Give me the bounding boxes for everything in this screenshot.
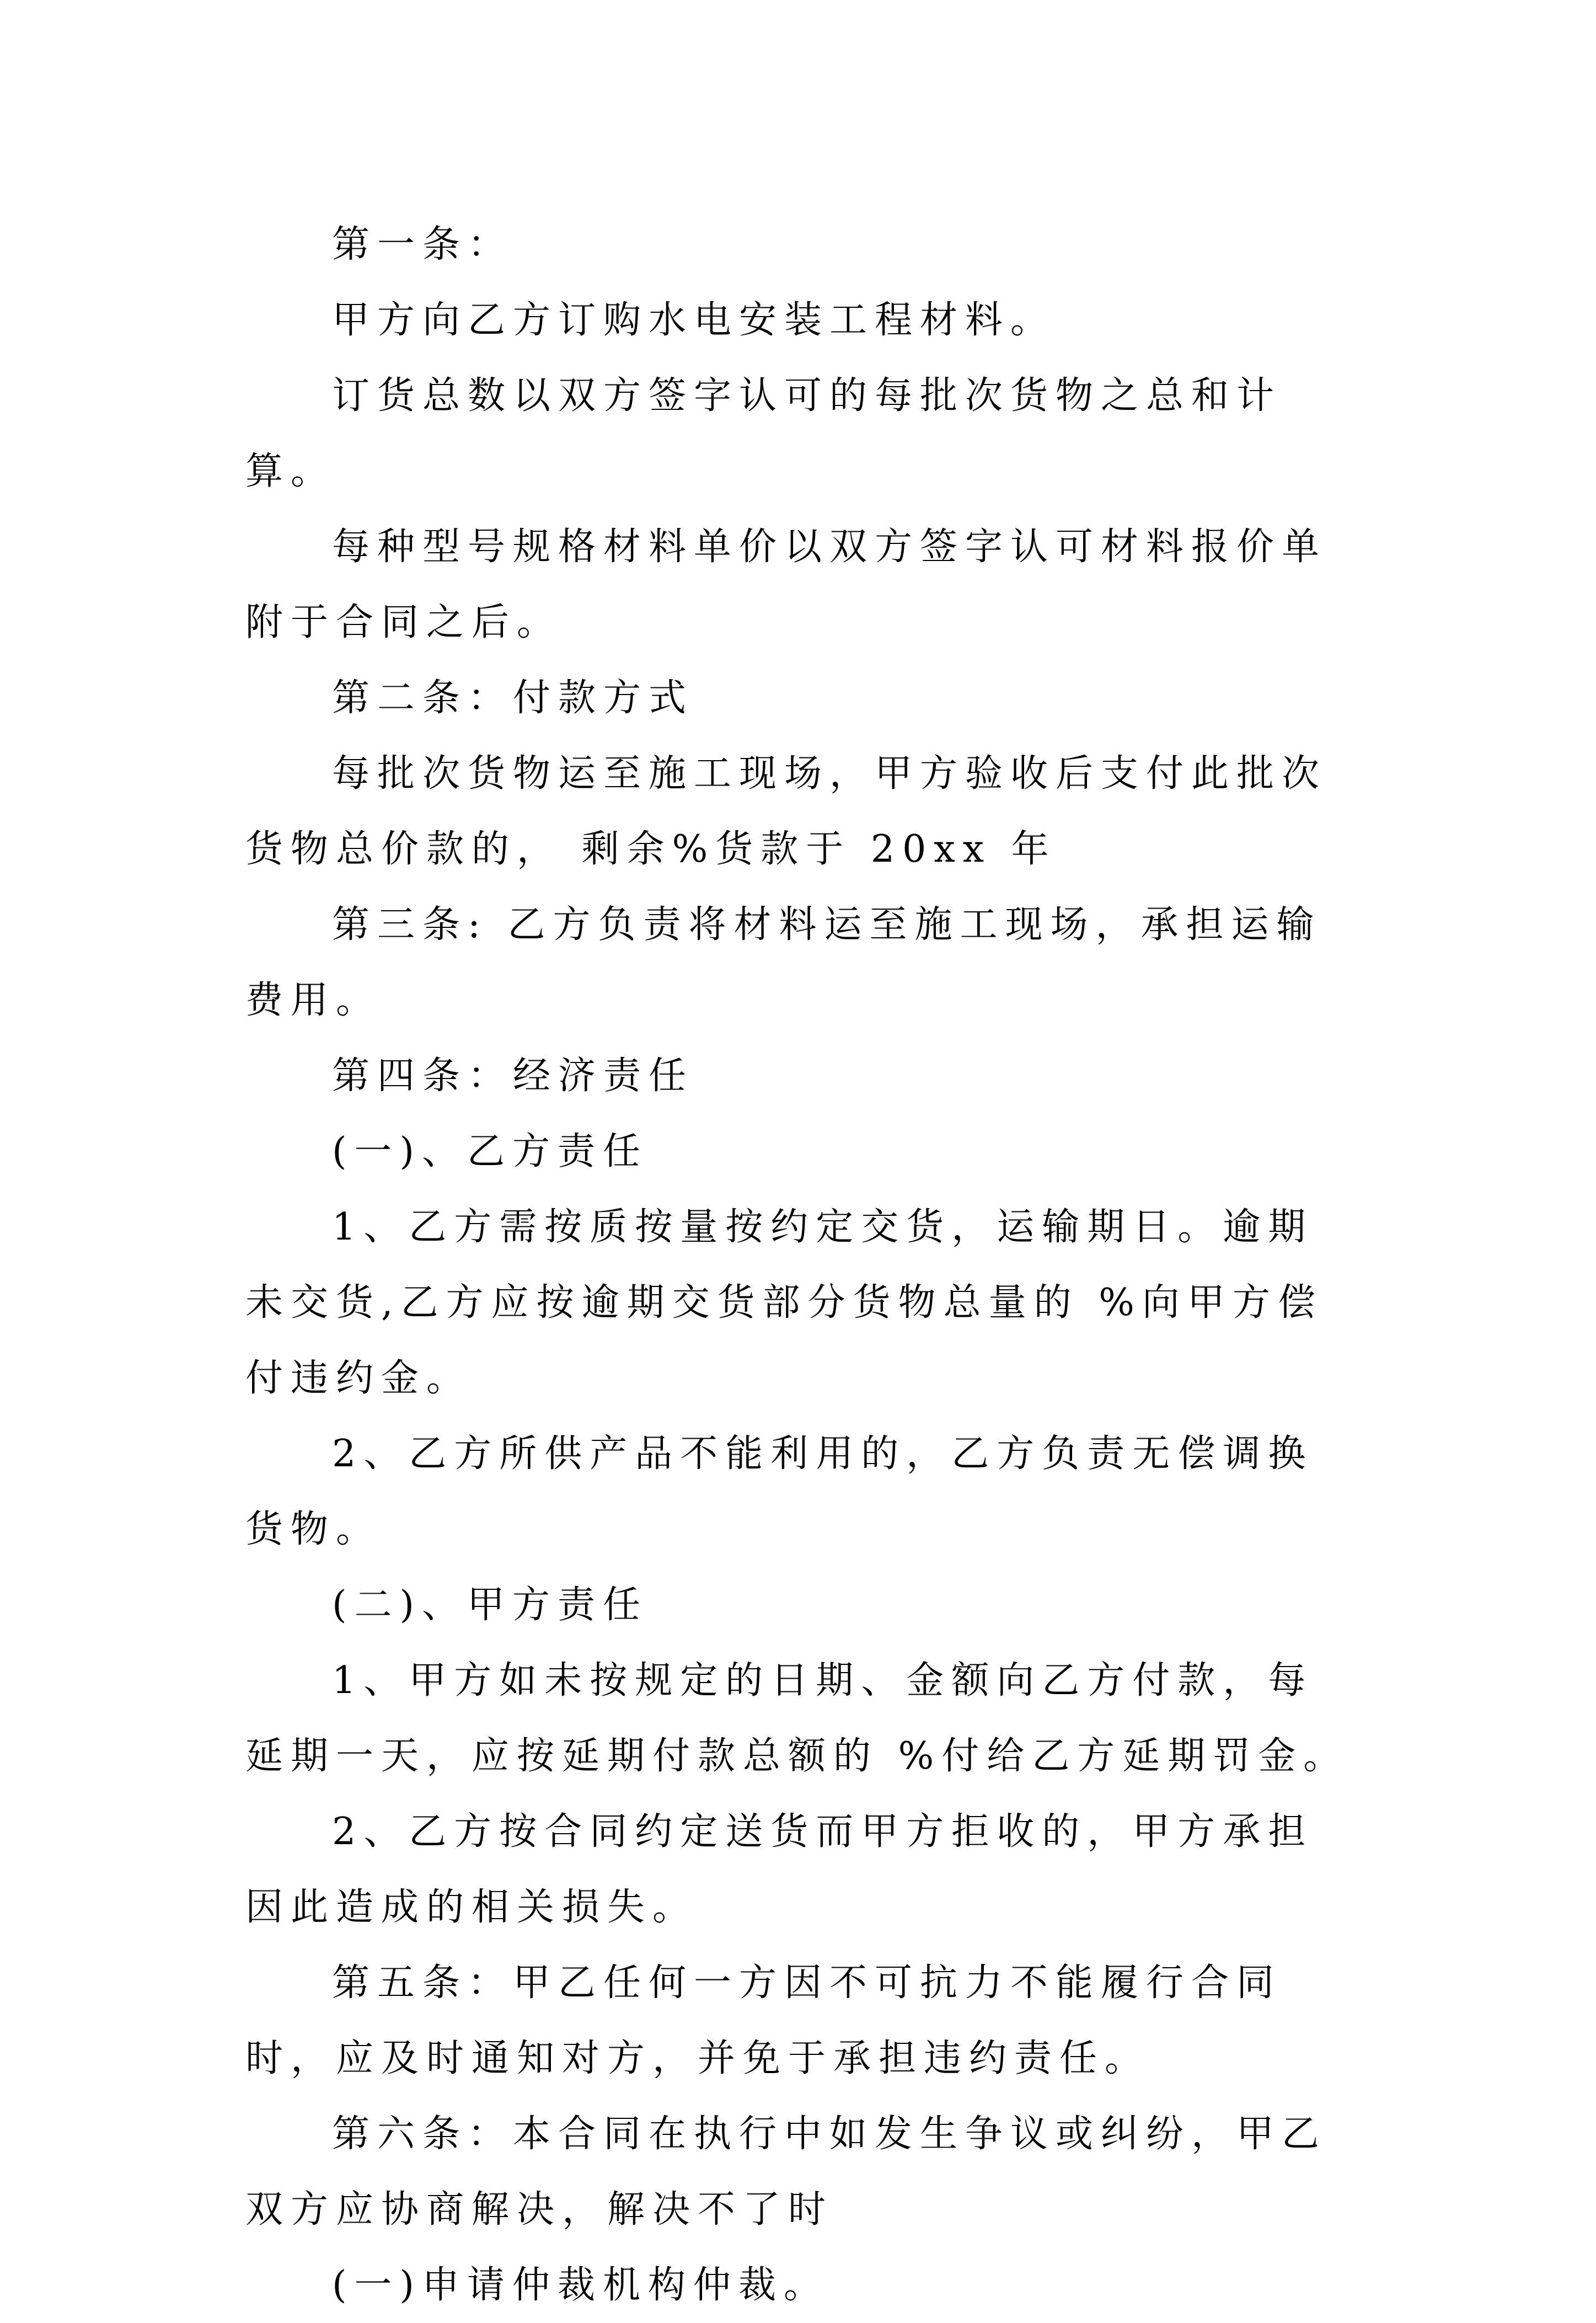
clause-6-paragraph: 第六条：本合同在执行中如发生争议或纠纷，甲乙双方应协商解决，解决不了时 [245, 2112, 1327, 2231]
clause-1-paragraph: 每种型号规格材料单价以双方签字认可材料报价单附于合同之后。 [245, 525, 1327, 644]
clause-1-paragraph: 甲方向乙方订购水电安装工程材料。 [332, 298, 1056, 342]
clause-3-paragraph: 第三条: 乙方负责将材料运至施工现场，承担运输费用。 [245, 903, 1322, 1022]
clause-4-heading: 第四条：经济责任 [332, 1054, 694, 1098]
clause-2-heading: 第二条：付款方式 [332, 676, 694, 720]
list-item: 1、甲方如未按规定的日期、金额向乙方付款，每延期一天，应按延期付款总额的 %付给乙方延期罚金。 [245, 1659, 1349, 1778]
subsection-heading: (一)、乙方责任 [332, 1130, 649, 1173]
clause-1-paragraph: 订货总数以双方签字认可的每批次货物之总和计算。 [245, 374, 1282, 493]
clause-1-heading: 第一条： [332, 223, 513, 266]
list-item: 1、乙方需按质按量按约定交货，运输期日。逾期未交货,乙方应按逾期交货部分货物总量的 %向甲方偿付违约金。 [245, 1205, 1323, 1400]
clause-2-paragraph: 每批次货物运至施工现场，甲方验收后支付此批次货物总价款的， 剩余%货款于 20xx 年 [245, 752, 1327, 871]
list-item: 2、乙方按合同约定送货而甲方拒收的，甲方承担因此造成的相关损失。 [245, 1810, 1314, 1929]
clause-5-paragraph: 第五条：甲乙任何一方因不可抗力不能履行合同时，应及时通知对方，并免于承担违约责任。 [245, 1961, 1282, 2080]
list-item: 2、乙方所供产品不能利用的，乙方负责无偿调换货物。 [245, 1432, 1314, 1551]
document-body [245, 207, 1354, 2323]
subsection-heading: (二)、甲方责任 [332, 1583, 649, 1627]
list-item: (一)申请仲裁机构仲裁。 [332, 2263, 829, 2307]
